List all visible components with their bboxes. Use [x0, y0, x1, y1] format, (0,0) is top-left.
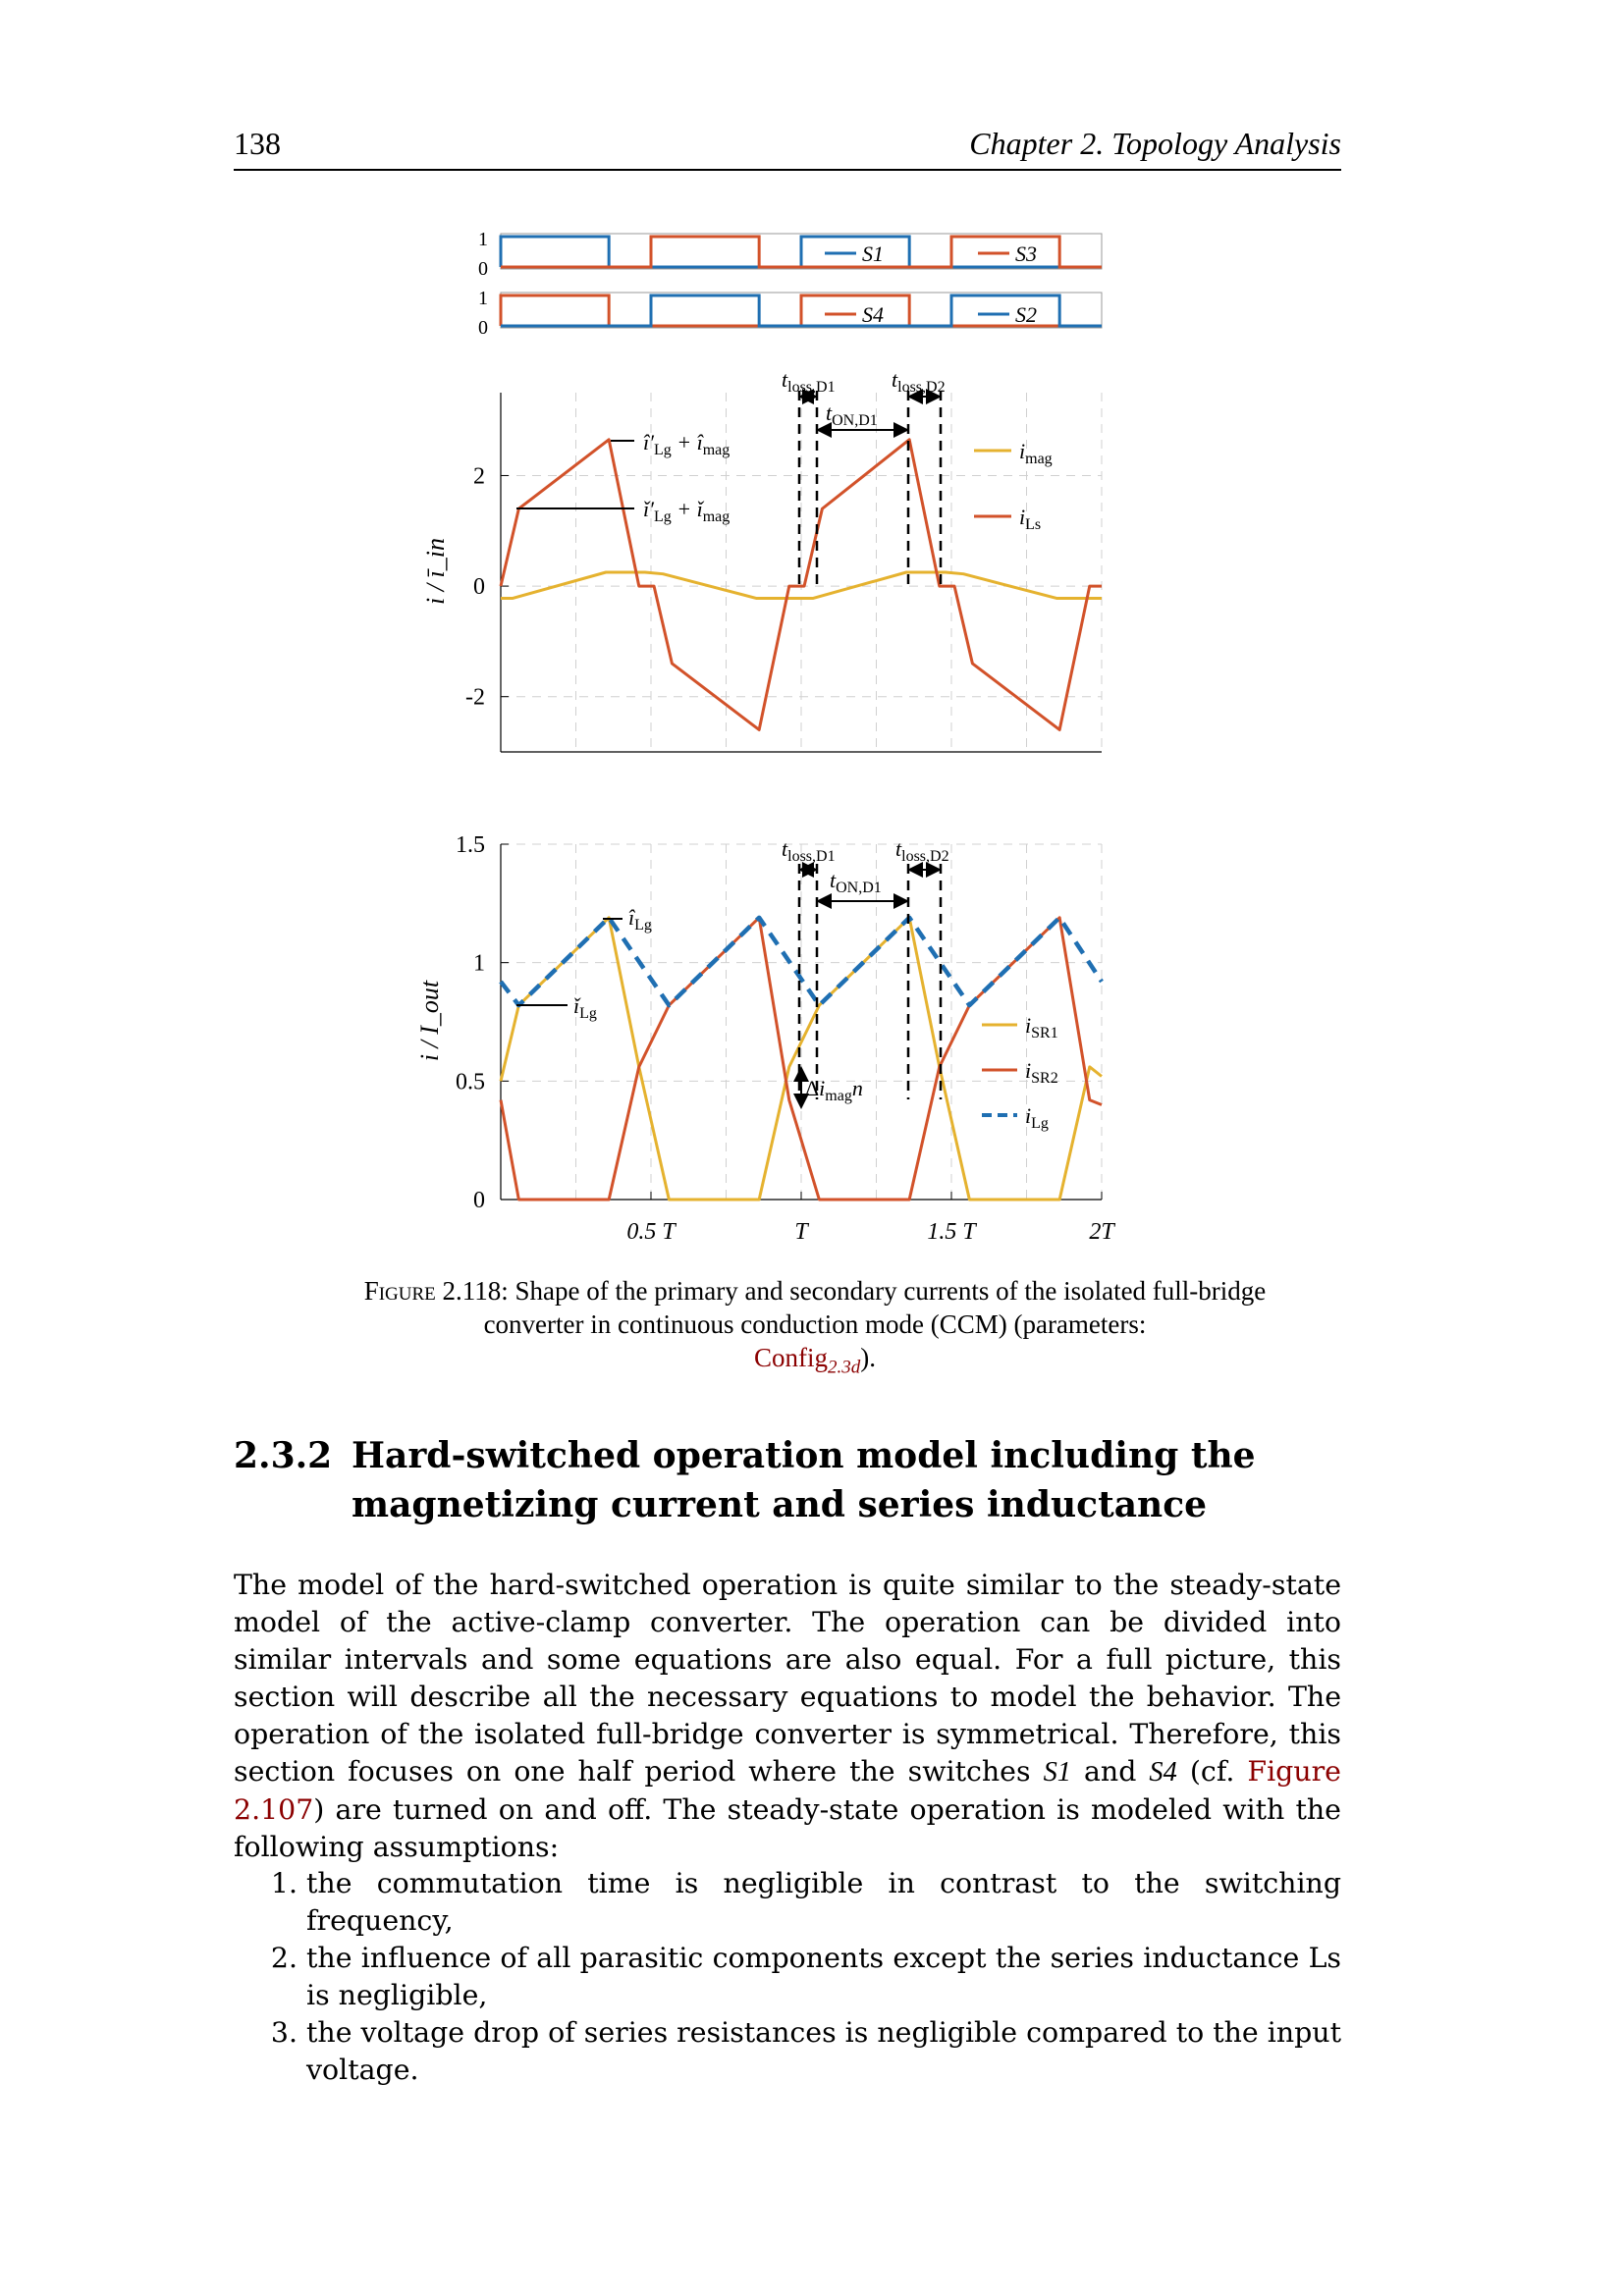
plot2-tloss-d1: $t_{loss,D1}$ [782, 836, 836, 865]
plot1-tloss-d2: $t_{loss,D2}$ [892, 367, 946, 396]
legend-s2: S2 [1015, 302, 1037, 327]
legend-isr1: $i_{SR1}$ [1025, 1013, 1058, 1041]
switch-s4: S4 [1149, 1757, 1177, 1788]
plot2-legend [982, 1013, 1058, 1132]
body-paragraph: The model of the hard-switched operation is quite similar to the steady-state model of the active-clamp converter. The operation can be divided into similar intervals and some equations are also equal. For a full picture, this section will describe all the necessary equations to model the behavior. The operation of the isolated full-bridge converter is symmetrical. Therefore, this section focuses on one half period where the switches S1 and S4 (cf. Figure 2.107) are turned on and off. The steady-state operation is modeled with the following assumptions: [234, 1569, 1341, 1863]
plot2-xtick: 2T [1089, 1219, 1114, 1245]
plot1-tloss-d1: $t_{loss,D1}$ [782, 367, 836, 396]
switch-top-legend [825, 241, 1037, 266]
primary-current-plot [421, 367, 1102, 752]
section-number: 2.3.2 [234, 1435, 333, 1476]
assumption-item: 2. the influence of all parasitic components except the series inductance Ls is negligible, [306, 1940, 1341, 2014]
annot-peak-high: $î'_{Lg}$ + $î_{mag}$ [643, 430, 731, 458]
caption-config-link[interactable]: Config$_{2.3d}$ [753, 1343, 861, 1378]
figure-caption [324, 1274, 1306, 1384]
plot2-ton-d1: $t_{ON,D1}$ [830, 868, 882, 896]
secondary-current-plot [415, 832, 1115, 1245]
assumption-list [234, 1865, 1341, 2089]
caption-label: Figure 2.118: [363, 1276, 509, 1306]
switch-top-signals [501, 237, 1102, 267]
legend-s4: S4 [862, 302, 884, 327]
plot2-grid [501, 844, 1102, 1200]
plot1-ton-d1: $t_{ON,D1}$ [826, 400, 878, 429]
plot2-arrows [800, 870, 940, 1107]
legend-isr2: $i_{SR2}$ [1025, 1058, 1058, 1087]
switch-plot-top [478, 229, 1102, 280]
legend-s1: S1 [862, 241, 884, 266]
annot-peak-low: $ǐ'_{Lg}$ + $ǐ_{mag}$ [643, 497, 731, 525]
caption-tail: ). [860, 1343, 876, 1372]
page-header [234, 126, 1341, 169]
figure-2-118 [393, 216, 1139, 1256]
plot2-ytick: 1.5 [456, 832, 485, 858]
legend-s3: S3 [1015, 241, 1037, 266]
plot2-xtick: T [794, 1219, 808, 1245]
figure-2-107-link[interactable]: Figure 2.107 [234, 1755, 1341, 1826]
legend-ils: $i_{Ls}$ [1019, 505, 1042, 533]
plot2-xtick: 1.5 T [927, 1219, 976, 1245]
switch-bottom-signals [501, 295, 1102, 326]
plot1-ytick: -2 [465, 684, 485, 711]
plot2-ytick: 1 [473, 950, 485, 977]
switch-plot-bottom [478, 288, 1102, 339]
assumption-item: 1. the commutation time is negligible in contrast to the switching frequency, [306, 1865, 1341, 1940]
plot2-loss-markers [799, 864, 941, 1099]
series-i-ls [501, 440, 1102, 730]
plot1-legend [974, 439, 1053, 533]
switch-top-ytick-1: 1 [478, 229, 488, 250]
plot1-grid [501, 393, 1102, 752]
header-rule [234, 169, 1341, 171]
assumption-item: 3. the voltage drop of series resistances is negligible compared to the input voltage. [306, 2014, 1341, 2089]
plot2-ytick: 0 [473, 1188, 485, 1213]
plot2-xtick: 0.5 T [626, 1219, 676, 1245]
signal-s1 [501, 237, 1102, 267]
legend-imag: $i_{mag}$ [1019, 439, 1053, 467]
chapter-title: Chapter 2. Topology Analysis [969, 126, 1341, 161]
annot-delta-imag: $\Delta i_{mag}n$ [805, 1076, 863, 1104]
plot1-series [501, 440, 1102, 730]
plot2-tloss-d2: $t_{loss,D2}$ [895, 836, 949, 865]
plot1-ytick: 2 [473, 463, 485, 490]
switch-top-ytick-0: 0 [478, 258, 488, 280]
signal-s4 [501, 295, 1102, 326]
section-title: Hard-switched operation model including the magnetizing current and series inductance [352, 1435, 1256, 1525]
switch-bottom-ytick-1: 1 [478, 288, 488, 309]
plot1-ylabel: i / ī_in [421, 538, 450, 605]
page-number: 138 [234, 126, 281, 161]
switch-bottom-legend [825, 302, 1037, 327]
section-heading [234, 1431, 1341, 1529]
plot1-ytick: 0 [473, 574, 485, 601]
switch-s1: S1 [1043, 1757, 1071, 1788]
switch-bottom-ytick-0: 0 [478, 317, 488, 339]
annot-ilg-max: $î_{Lg}$ [628, 905, 652, 934]
caption-text: Shape of the primary and secondary currents of the isolated full-bridge converter in continuous conduction mode (CCM) (parameters: [483, 1276, 1267, 1339]
annot-ilg-min: $ǐ_{Lg}$ [573, 993, 597, 1022]
plot2-ytick: 0.5 [456, 1069, 485, 1095]
plot1-yticks [465, 463, 509, 710]
legend-ilg: $i_{Lg}$ [1025, 1103, 1049, 1132]
plot2-ylabel: i / I_out [415, 980, 444, 1062]
